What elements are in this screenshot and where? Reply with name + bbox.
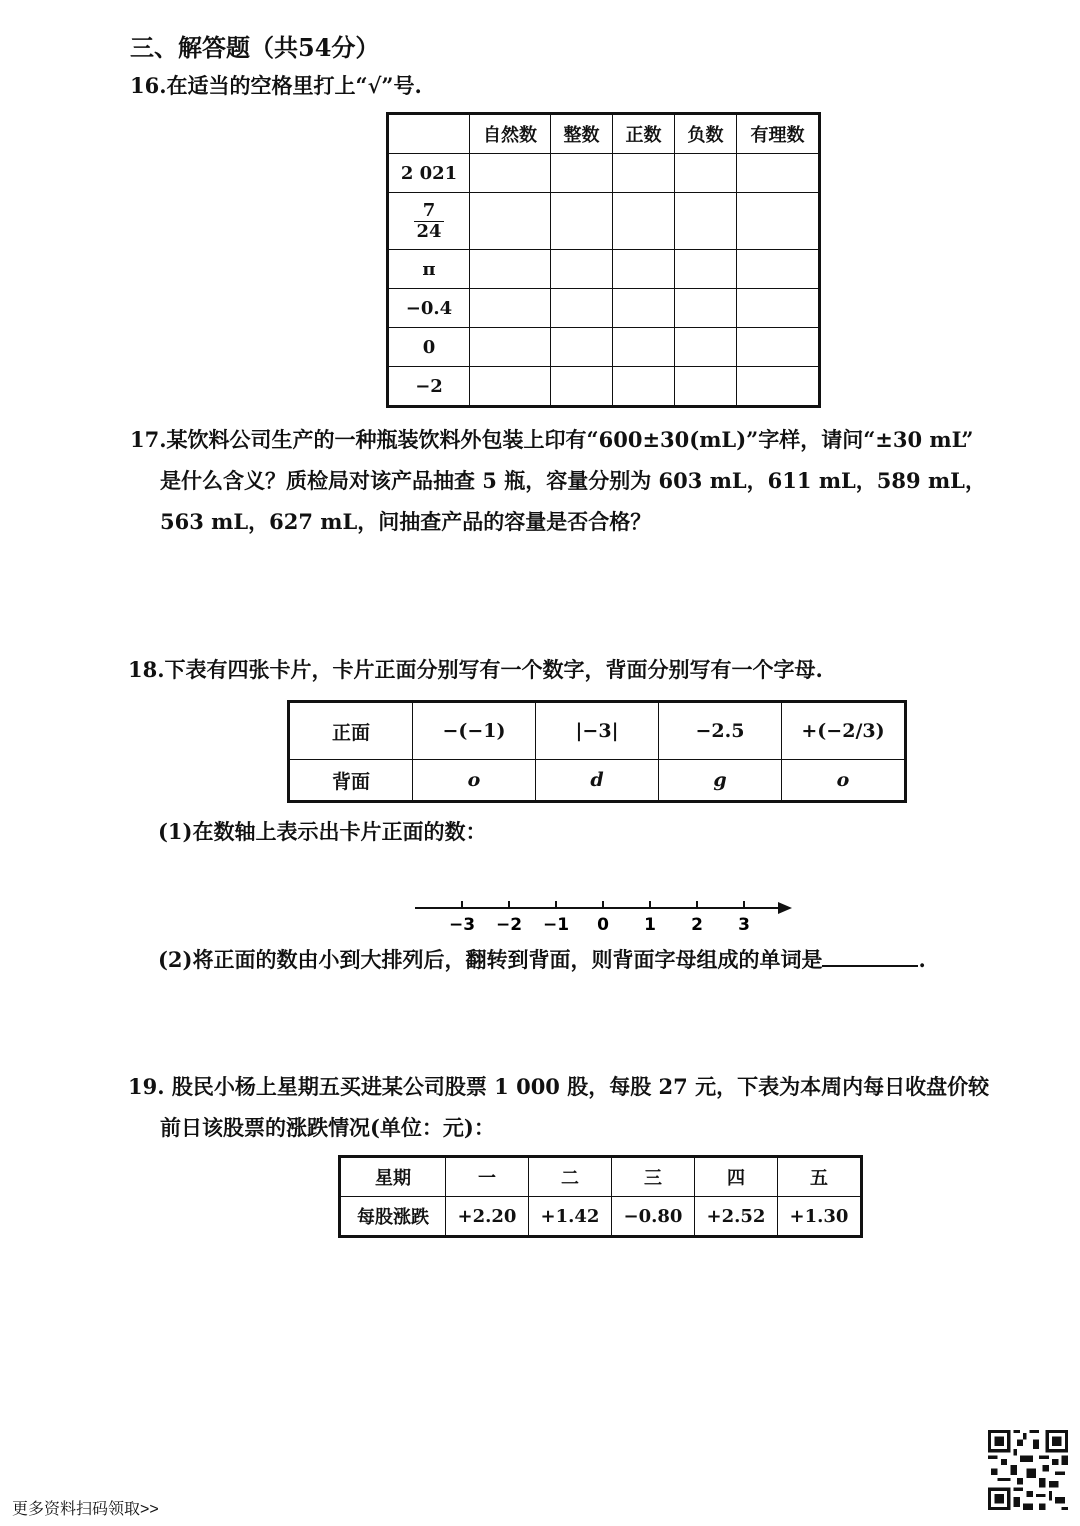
q16-header: 有理数	[737, 114, 820, 154]
q18-front-value: +(−2/3)	[782, 702, 906, 760]
q16-row-label-fraction	[388, 193, 470, 250]
q18-back-letter: g	[659, 760, 782, 802]
q16-check-cell[interactable]	[470, 289, 551, 328]
q16-check-cell[interactable]	[675, 193, 737, 250]
q19-header-label: 星期	[340, 1157, 446, 1197]
q16-check-cell[interactable]	[737, 289, 820, 328]
q16-check-cell[interactable]	[675, 367, 737, 407]
q16-check-cell[interactable]	[613, 154, 675, 193]
q16-row-label: π	[388, 250, 470, 289]
q16-check-cell[interactable]	[470, 154, 551, 193]
q17-line-3: 563 mL，627 mL，问抽查产品的容量是否合格？	[160, 509, 652, 534]
q19-change: −0.80	[612, 1197, 695, 1237]
q16-header: 负数	[675, 114, 737, 154]
fraction-denominator: 24	[416, 220, 442, 242]
q18-text: 18.下表有四张卡片，卡片正面分别写有一个数字，背面分别写有一个字母.	[128, 657, 823, 682]
section-title: 三、解答题（共54分）	[130, 33, 380, 62]
q19-line-2: 前日该股票的涨跌情况(单位：元)：	[160, 1115, 495, 1140]
q16-check-cell[interactable]	[675, 289, 737, 328]
q19-day: 二	[529, 1157, 612, 1197]
number-line-tick-label: −3	[448, 915, 476, 935]
q19-day: 一	[446, 1157, 529, 1197]
q16-check-cell[interactable]	[613, 367, 675, 407]
q18-part-2	[158, 940, 926, 980]
number-line-arrow-icon	[778, 902, 792, 914]
q19-stock-table	[338, 1155, 863, 1238]
fraction-numerator: 7	[414, 201, 443, 222]
q16-table	[386, 112, 821, 408]
q19-change: +1.42	[529, 1197, 612, 1237]
q18-part-2-end: .	[918, 947, 926, 972]
q17-line-2: 是什么含义？质检局对该产品抽查 5 瓶，容量分别为 603 mL，611 mL，589 mL，	[160, 468, 986, 493]
q16-row-label: −0.4	[388, 289, 470, 328]
q16-check-cell[interactable]	[613, 289, 675, 328]
qr-code-icon[interactable]	[988, 1430, 1068, 1510]
answer-blank[interactable]	[822, 943, 918, 967]
q16-check-cell[interactable]	[470, 367, 551, 407]
q19-change: +1.30	[778, 1197, 862, 1237]
q18-back-letter: o	[782, 760, 906, 802]
q16-check-cell[interactable]	[737, 193, 820, 250]
q16-check-cell[interactable]	[737, 250, 820, 289]
fraction	[414, 201, 443, 242]
q16-check-cell[interactable]	[551, 328, 613, 367]
q18-front-value: |−3|	[536, 702, 659, 760]
q19-line-1: 19. 股民小杨上星期五买进某公司股票 1 000 股，每股 27 元，下表为本周内每日收盘价较	[128, 1074, 990, 1099]
q18-front-value: −2.5	[659, 702, 782, 760]
q19-row-label: 每股涨跌	[340, 1197, 446, 1237]
q19-change: +2.52	[695, 1197, 778, 1237]
q18-card-table	[287, 700, 907, 803]
q16-row-label: 2 021	[388, 154, 470, 193]
q18-back-letter: o	[413, 760, 536, 802]
q16-check-cell[interactable]	[470, 328, 551, 367]
number-line-tick-label: 3	[738, 915, 750, 935]
number-line-tick-label: 2	[691, 915, 703, 935]
q16-check-cell[interactable]	[675, 250, 737, 289]
q19-change: +2.20	[446, 1197, 529, 1237]
q16-row-label: −2	[388, 367, 470, 407]
number-line-tick-label: 0	[597, 915, 609, 935]
q16-check-cell[interactable]	[737, 328, 820, 367]
q16-text: 16.在适当的空格里打上“√”号.	[130, 73, 422, 98]
q16-check-cell[interactable]	[613, 193, 675, 250]
q16-check-cell[interactable]	[551, 289, 613, 328]
q18-front-label: 正面	[289, 702, 413, 760]
q18-front-value: −(−1)	[413, 702, 536, 760]
number-line-tick-label: −1	[542, 915, 570, 935]
q16-header: 正数	[613, 114, 675, 154]
number-line	[410, 890, 800, 936]
footer-text: 更多资料扫码领取>>	[12, 1501, 159, 1518]
q16-check-cell[interactable]	[675, 328, 737, 367]
q16-check-cell[interactable]	[551, 367, 613, 407]
q16-row-label: 0	[388, 328, 470, 367]
q18-part-1: (1)在数轴上表示出卡片正面的数：	[158, 819, 487, 844]
q16-check-cell[interactable]	[613, 328, 675, 367]
q18-part-2-text: (2)将正面的数由小到大排列后，翻转到背面，则背面字母组成的单词是	[158, 947, 823, 972]
q16-check-cell[interactable]	[551, 250, 613, 289]
q16-check-cell[interactable]	[737, 154, 820, 193]
q16-check-cell[interactable]	[551, 193, 613, 250]
q16-check-cell[interactable]	[470, 250, 551, 289]
number-line-tick-label: 1	[644, 915, 656, 935]
q16-header: 自然数	[470, 114, 551, 154]
q16-check-cell[interactable]	[551, 154, 613, 193]
q19-day: 四	[695, 1157, 778, 1197]
q18-back-label: 背面	[289, 760, 413, 802]
q16-check-cell[interactable]	[675, 154, 737, 193]
number-line-tick-label: −2	[495, 915, 523, 935]
q16-corner-cell	[388, 114, 470, 154]
q16-check-cell[interactable]	[470, 193, 551, 250]
q19-day: 三	[612, 1157, 695, 1197]
q16-header: 整数	[551, 114, 613, 154]
q16-check-cell[interactable]	[613, 250, 675, 289]
q16-check-cell[interactable]	[737, 367, 820, 407]
q18-back-letter: d	[536, 760, 659, 802]
q19-day: 五	[778, 1157, 862, 1197]
q17-line-1: 17.某饮料公司生产的一种瓶装饮料外包装上印有“600±30(mL)”字样，请问“±30 mL”	[130, 427, 974, 452]
